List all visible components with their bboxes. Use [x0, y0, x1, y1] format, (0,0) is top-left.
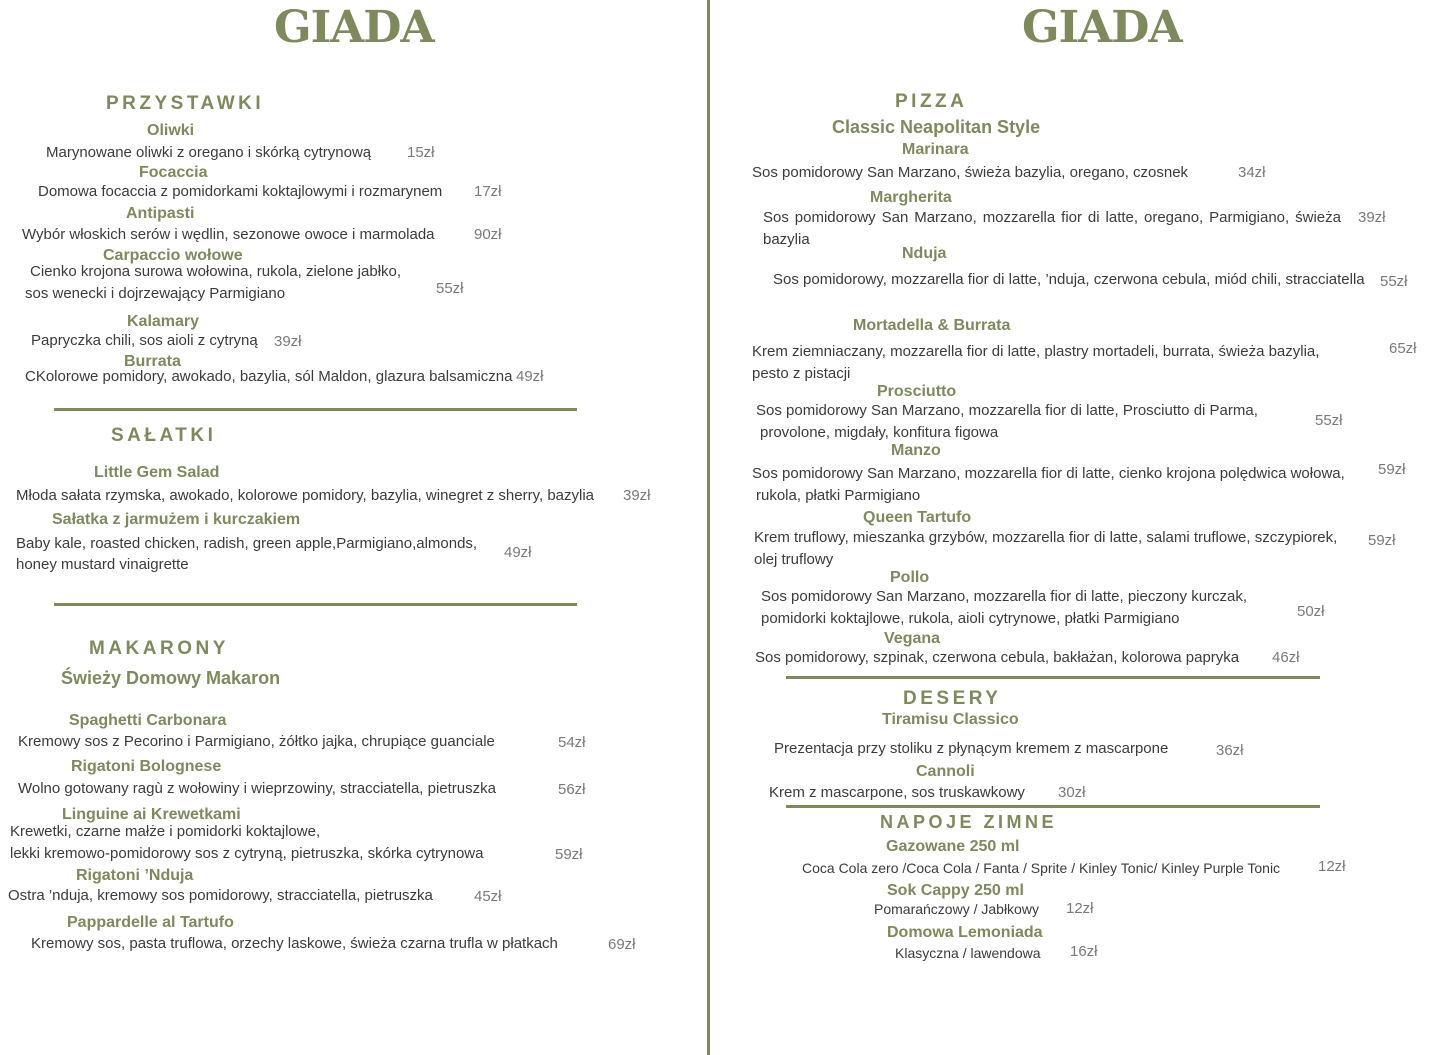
item-desc: Sos pomidorowy San Marzano, świeża bazylia, oregano, czosnek	[752, 164, 1189, 181]
item-price: 17zł	[474, 183, 502, 200]
item-desc: honey mustard vinaigrette	[16, 556, 189, 573]
item-desc: Krem truflowy, mieszanka grzybów, mozzarella fior di latte, salami truflowe, szczypiorek,	[754, 529, 1338, 546]
item-name: Spaghetti Carbonara	[69, 712, 227, 729]
item-name: Domowa Lemoniada	[887, 924, 1043, 941]
item-price: 49zł	[504, 544, 532, 561]
item-desc: olej truflowy	[754, 551, 834, 568]
item-name: Burrata	[124, 353, 181, 370]
item-desc: pesto z pistacji	[752, 365, 851, 382]
item-name: Sok Cappy 250 ml	[887, 882, 1024, 899]
item-desc: Sos pomidorowy, szpinak, czerwona cebula, bakłażan, kolorowa papryka	[755, 649, 1240, 666]
item-name: Marinara	[902, 141, 969, 158]
item-price: 36zł	[1216, 742, 1244, 759]
item-name: Oliwki	[147, 122, 195, 139]
item-desc: Sos pomidorowy San Marzano, mozzarella fior di latte, Prosciutto di Parma,	[756, 402, 1258, 419]
brand-logo-right: GIADA	[1022, 2, 1182, 53]
item-price: 69zł	[608, 936, 636, 953]
item-name: Rigatoni Bolognese	[71, 758, 222, 775]
item-price: 59zł	[555, 846, 583, 863]
item-name: Nduja	[902, 245, 947, 262]
item-desc: Kremowy sos z Pecorino i Parmigiano, żółtko jajka, chrupiące guanciale	[18, 733, 495, 750]
item-name: Queen Tartufo	[863, 509, 972, 526]
item-desc: Pomarańczowy / Jabłkowy	[874, 901, 1039, 917]
item-desc: Kremowy sos, pasta truflowa, orzechy laskowe, świeża czarna trufla w płatkach	[31, 935, 558, 952]
item-price: 46zł	[1272, 649, 1300, 666]
item-name: Linguine ai Krewetkami	[62, 806, 241, 823]
item-desc: Krewetki, czarne małże i pomidorki koktajlowe,	[10, 823, 321, 840]
item-desc: Klasyczna / lawendowa	[895, 945, 1041, 961]
item-desc: rukola, płatki Parmigiano	[756, 487, 921, 504]
item-price: 12zł	[1318, 858, 1346, 875]
item-desc: Młoda sałata rzymska, awokado, kolorowe pomidory, bazylia, winegret z sherry, bazylia	[16, 487, 595, 504]
section-title-desery: DESERY	[903, 688, 1002, 709]
item-price: 55zł	[1315, 412, 1343, 429]
item-desc: Coca Cola zero /Coca Cola / Fanta / Sprite / Kinley Tonic/ Kinley Purple Tonic	[802, 860, 1281, 876]
item-desc: Sos pomidorowy San Marzano, mozzarella fior di latte, cienko krojona polędwica wołowa,	[752, 465, 1345, 482]
item-name: Carpaccio wołowe	[103, 247, 243, 264]
item-name: Rigatoni ’Nduja	[76, 867, 194, 884]
item-name: Pappardelle al Tartufo	[67, 914, 234, 931]
item-price: 54zł	[558, 734, 586, 751]
item-price: 39zł	[623, 487, 651, 504]
item-desc: Baby kale, roasted chicken, radish, green apple,Parmigiano,almonds,	[16, 535, 478, 552]
item-desc: sos wenecki i dojrzewający Parmigiano	[25, 285, 286, 302]
item-price: 49zł	[516, 368, 544, 385]
item-desc: pomidorki koktajlowe, rukola, aioli cytrynowe, płatki Parmigiano	[761, 610, 1180, 627]
section-rule	[786, 805, 1320, 808]
item-desc: Wybór włoskich serów i wędlin, sezonowe owoce i marmolada	[22, 226, 435, 243]
item-name: Cannoli	[916, 763, 975, 780]
item-desc: lekki kremowo-pomidorowy sos z cytryną, pietruszka, skórka cytrynowa	[10, 845, 484, 862]
item-desc: Krem ziemniaczany, mozzarella fior di latte, plastry mortadeli, burrata, świeża bazylia,	[752, 343, 1320, 360]
item-name: Pollo	[890, 569, 930, 586]
item-price: 50zł	[1297, 603, 1325, 620]
section-title-salatki: SAŁATKI	[111, 425, 217, 446]
section-title-pizza: PIZZA	[895, 91, 968, 112]
item-desc: Sos pomidorowy, mozzarella fior di latte, ’nduja, czerwona cebula, miód chili, stracciatella	[773, 271, 1365, 288]
item-name: Kalamary	[127, 313, 200, 330]
item-price: 55zł	[436, 280, 464, 297]
item-desc: provolone, migdały, konfitura figowa	[760, 424, 999, 441]
item-desc: Prezentacja przy stoliku z płynącym kremem z mascarpone	[774, 740, 1169, 757]
item-price: 39zł	[1358, 209, 1386, 226]
item-name: Tiramisu Classico	[882, 711, 1019, 728]
item-name: Antipasti	[126, 205, 195, 222]
item-price: 39zł	[274, 333, 302, 350]
item-desc: Krem z mascarpone, sos truskawkowy	[769, 784, 1025, 801]
item-price: 16zł	[1070, 943, 1098, 960]
item-name: Prosciutto	[877, 383, 957, 400]
item-desc: Sos pomidorowy San Marzano, mozzarella fior di latte, pieczony kurczak,	[761, 588, 1248, 605]
item-desc: Sos pomidorowy San Marzano, mozzarella fior di latte, oregano, Parmigiano, świeża bazylia	[763, 209, 1341, 248]
item-price: 15zł	[407, 144, 435, 161]
item-name: Vegana	[884, 630, 941, 647]
page-divider	[707, 0, 710, 1055]
item-desc: Ostra ’nduja, kremowy sos pomidorowy, stracciatella, pietruszka	[8, 887, 433, 904]
item-price: 65zł	[1389, 340, 1417, 357]
item-price: 59zł	[1378, 461, 1406, 478]
item-price: 45zł	[474, 888, 502, 905]
item-price: 12zł	[1066, 900, 1094, 917]
section-rule	[54, 603, 577, 606]
section-title-makarony: MAKARONY	[89, 638, 229, 659]
item-price: 30zł	[1058, 784, 1086, 801]
item-name: Little Gem Salad	[94, 464, 220, 481]
item-name: Gazowane 250 ml	[886, 838, 1020, 855]
item-desc: Papryczka chili, sos aioli z cytryną	[31, 332, 258, 349]
section-title-przystawki: PRZYSTAWKI	[106, 93, 265, 114]
item-name: Focaccia	[139, 164, 208, 181]
item-desc: Wolno gotowany ragù z wołowiny i wieprzowiny, stracciatella, pietruszka	[18, 780, 496, 797]
section-title-napoje: NAPOJE ZIMNE	[880, 812, 1058, 832]
item-name: Margherita	[870, 189, 952, 206]
brand-logo-left: GIADA	[274, 2, 434, 53]
item-price: 59zł	[1368, 532, 1396, 549]
item-price: 34zł	[1238, 164, 1266, 181]
section-rule	[786, 676, 1320, 679]
item-desc: CKolorowe pomidory, awokado, bazylia, sól Maldon, glazura balsamiczna	[25, 368, 513, 385]
item-price: 56zł	[558, 781, 586, 798]
item-desc: Cienko krojona surowa wołowina, rukola, zielone jabłko,	[30, 263, 402, 280]
item-desc: Domowa focaccia z pomidorkami koktajlowymi i rozmarynem	[38, 183, 443, 200]
item-name: Sałatka z jarmużem i kurczakiem	[52, 511, 301, 528]
item-name: Mortadella & Burrata	[853, 317, 1011, 334]
item-desc: Marynowane oliwki z oregano i skórką cytrynową	[46, 144, 372, 161]
section-rule	[54, 408, 577, 411]
item-name: Manzo	[891, 442, 941, 459]
section-subtitle: Świeży Domowy Makaron	[61, 668, 281, 688]
section-subtitle: Classic Neapolitan Style	[832, 117, 1041, 137]
item-price: 90zł	[474, 226, 502, 243]
item-price: 55zł	[1380, 273, 1408, 290]
